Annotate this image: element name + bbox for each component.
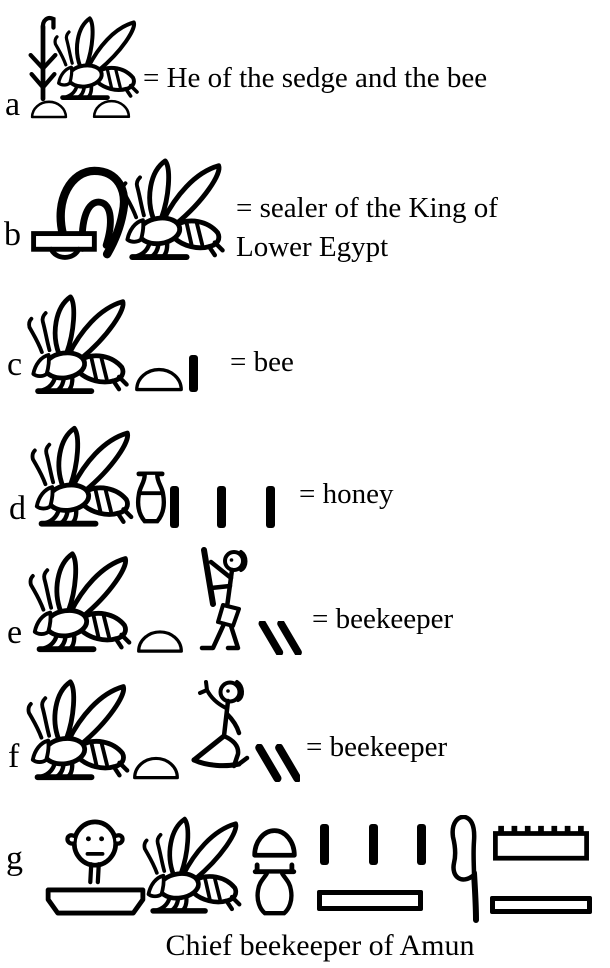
dual-strokes-glyph: [253, 744, 300, 782]
stroke-glyph: [266, 486, 275, 528]
meaning-text-d: = honey: [299, 478, 394, 510]
row-label-e: e: [7, 614, 23, 651]
dome-glyph: [250, 825, 299, 859]
honey-jar-glyph: [133, 470, 168, 528]
row-label-g: g: [6, 840, 23, 877]
row-label-f: f: [8, 738, 20, 775]
row-label-c: c: [7, 346, 23, 383]
man-with-stick-glyph: [182, 547, 254, 655]
bee-glyph: [30, 424, 136, 528]
mn-gameboard-glyph: [490, 824, 592, 862]
plural-stroke-glyph: [369, 824, 378, 865]
bee-glyph: [24, 294, 134, 394]
lidded-jar-glyph: [249, 862, 300, 918]
bench-glyph: [44, 887, 147, 916]
bee-glyph: [26, 676, 132, 783]
bee-glyph: [120, 158, 228, 260]
meaning-text-a: = He of the sedge and the bee: [143, 62, 488, 94]
flat-rectangle-glyph: [490, 896, 592, 914]
plural-stroke-glyph: [417, 824, 426, 865]
bee-glyph: [28, 548, 134, 655]
stroke-glyph: [170, 486, 179, 528]
plural-stroke-glyph: [320, 824, 329, 865]
row-label-a: a: [5, 86, 21, 123]
row-label-d: d: [9, 490, 26, 527]
bread-loaf-glyph: [92, 98, 131, 119]
meaning-text-b-line2: Lower Egypt: [236, 231, 389, 263]
kneeling-man-glyph: [181, 676, 255, 783]
row-label-b: b: [4, 216, 21, 253]
bee-glyph: [142, 812, 244, 918]
meaning-text-e: = beekeeper: [312, 603, 454, 635]
face-glyph: [63, 817, 127, 887]
reed-leaf-glyph: [446, 815, 480, 923]
bread-loaf-glyph: [30, 99, 68, 119]
stroke-glyph: [217, 486, 226, 528]
bread-loaf-glyph: [134, 366, 184, 392]
meaning-text-b-line1: = sealer of the King of: [236, 192, 498, 224]
single-stroke-glyph: [189, 355, 198, 392]
bread-loaf-glyph: [132, 754, 180, 781]
meaning-text-f: = beekeeper: [306, 731, 448, 763]
bee-glyph: [52, 16, 142, 100]
caption: Chief beekeeper of Amun: [165, 929, 475, 962]
dual-strokes-glyph: [255, 621, 302, 655]
flat-rectangle-glyph: [317, 890, 423, 911]
meaning-text-c: = bee: [230, 346, 294, 378]
bread-loaf-glyph: [136, 628, 184, 654]
